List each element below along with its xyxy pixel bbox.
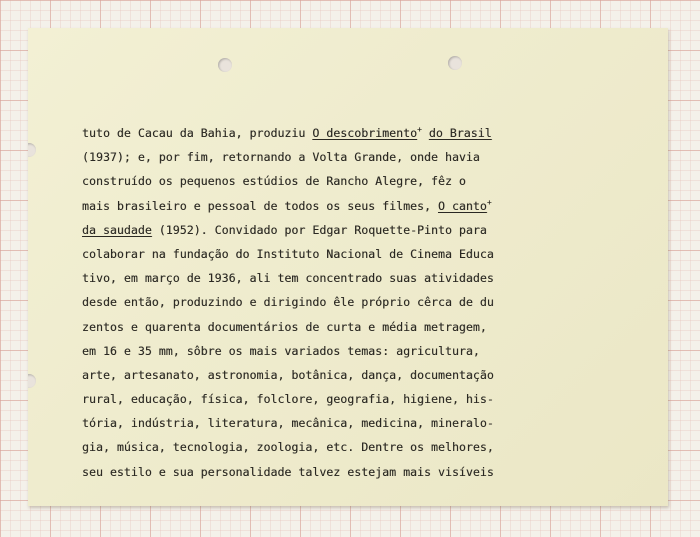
text-run: colaborar na fundação do Instituto Nacional de Cinema Educa (82, 246, 494, 261)
text-run: tuto de Cacau da Bahia, produziu (82, 126, 313, 140)
text-run (422, 126, 429, 140)
text-line (82, 387, 642, 411)
annotation-mark: + (486, 197, 492, 207)
text-run: em 16 e 35 mm, sôbre os mais variados temas: agricultura, (82, 343, 480, 358)
text-run: mais brasileiro e pessoal de todos os seus filmes, (82, 198, 438, 213)
text-run: zentos e quarenta documentários de curta e média metragem, (82, 319, 487, 334)
text-run: (1937); e, por fim, retornando a Volta Grande, onde havia (82, 150, 480, 165)
text-line (82, 435, 642, 459)
text-line (82, 363, 642, 387)
text-run: arte, artesanato, astronomia, botânica, dança, documentação (82, 367, 494, 382)
text-line (82, 145, 642, 169)
text-line (82, 315, 642, 339)
underlined-title: da saudade (82, 222, 152, 237)
text-line (82, 266, 642, 290)
text-line (82, 339, 642, 363)
text-line (82, 169, 642, 193)
underlined-title: O canto (437, 198, 487, 213)
text-line (82, 411, 642, 435)
text-line (82, 194, 642, 218)
punch-hole (218, 58, 232, 72)
text-run: gia, música, tecnologia, zoologia, etc. Dentre os melhores, (82, 440, 494, 455)
punch-hole (28, 143, 36, 157)
text-line (82, 242, 642, 266)
underlined-title: do Brasil (428, 126, 492, 140)
text-run: seu estilo e sua personalidade talvez estejam mais visíveis (82, 464, 494, 479)
text-line (82, 218, 642, 242)
text-line (82, 460, 642, 484)
text-line (82, 121, 642, 145)
punch-hole (448, 56, 462, 70)
text-run: tivo, em março de 1936, ali tem concentrado suas atividades (82, 271, 494, 286)
typed-page (28, 28, 668, 506)
punch-hole (28, 374, 36, 388)
typewritten-text (82, 121, 642, 484)
underlined-title: O descobrimento (312, 126, 418, 140)
text-run: (1952). Convidado por Edgar Roquette-Pinto para (151, 222, 487, 237)
text-run: tória, indústria, literatura, mecânica, medicina, mineralo- (82, 416, 494, 431)
text-run: rural, educação, física, folclore, geografia, higiene, his- (82, 392, 494, 407)
text-line (82, 290, 642, 314)
annotation-mark: + (417, 125, 422, 134)
text-run: desde então, produzindo e dirigindo êle próprio cêrca de du (82, 295, 494, 310)
text-run: construído os pequenos estúdios de Rancho Alegre, fêz o (82, 174, 466, 189)
